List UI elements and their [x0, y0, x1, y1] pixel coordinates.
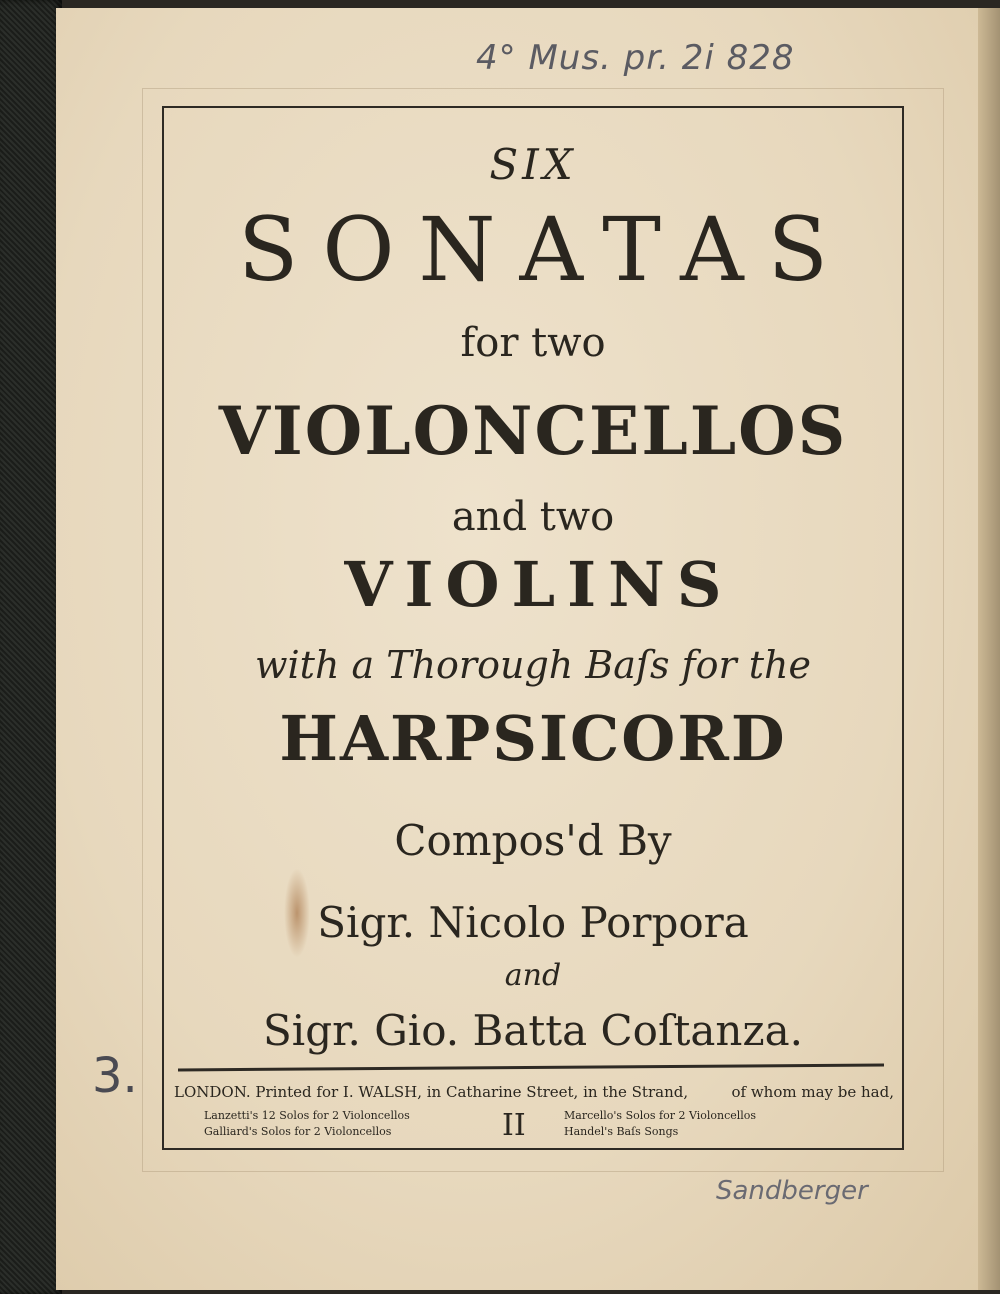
manuscript-signature: Sandberger: [716, 1176, 868, 1206]
title-harpsicord: HARPSICORD: [279, 702, 787, 775]
imprint-rule: [178, 1064, 884, 1072]
imprint-main: LONDON. Printed for I. WALSH, in Catharine Street, in the Strand,: [174, 1083, 689, 1101]
imprint-line: [174, 1083, 894, 1101]
page-edges: [978, 8, 1000, 1290]
title-violoncellos: VIOLONCELLOS: [218, 392, 848, 470]
title-six: SIX: [489, 140, 577, 189]
advert-list-right: [564, 1108, 756, 1140]
title-for-two: for two: [460, 320, 606, 366]
engraved-frame: [162, 106, 904, 1150]
composer-and: and: [504, 958, 562, 993]
manuscript-number: 3.: [92, 1048, 138, 1104]
advert-item: Galliard's Solos for 2 Violoncellos: [204, 1125, 392, 1138]
title-violins: VIOLINS: [344, 548, 734, 621]
composer-costanza: Sigr. Gio. Batta Coſtanza.: [263, 1006, 803, 1055]
advert-list-left: [204, 1108, 410, 1140]
composd-by: Compos'd By: [394, 816, 672, 865]
title-and-two: and two: [451, 494, 615, 540]
advert-item: Lanzetti's 12 Solos for 2 Violoncellos: [204, 1109, 410, 1122]
title-page: [56, 8, 982, 1290]
price-mark: II: [502, 1108, 526, 1143]
imprint-of-whom: of whom may be had,: [731, 1083, 894, 1101]
title-thorough-bass: with a Thorough Baſs for the: [255, 643, 811, 687]
manuscript-shelfmark: 4° Mus. pr. 2i 828: [476, 38, 795, 78]
advert-item: Handel's Baſs Songs: [564, 1125, 679, 1138]
composer-porpora: Sigr. Nicolo Porpora: [317, 898, 749, 947]
title-sonatas: SONATAS: [238, 198, 852, 301]
book-spine: [0, 0, 62, 1294]
advert-item: Marcello's Solos for 2 Violoncellos: [564, 1109, 757, 1122]
